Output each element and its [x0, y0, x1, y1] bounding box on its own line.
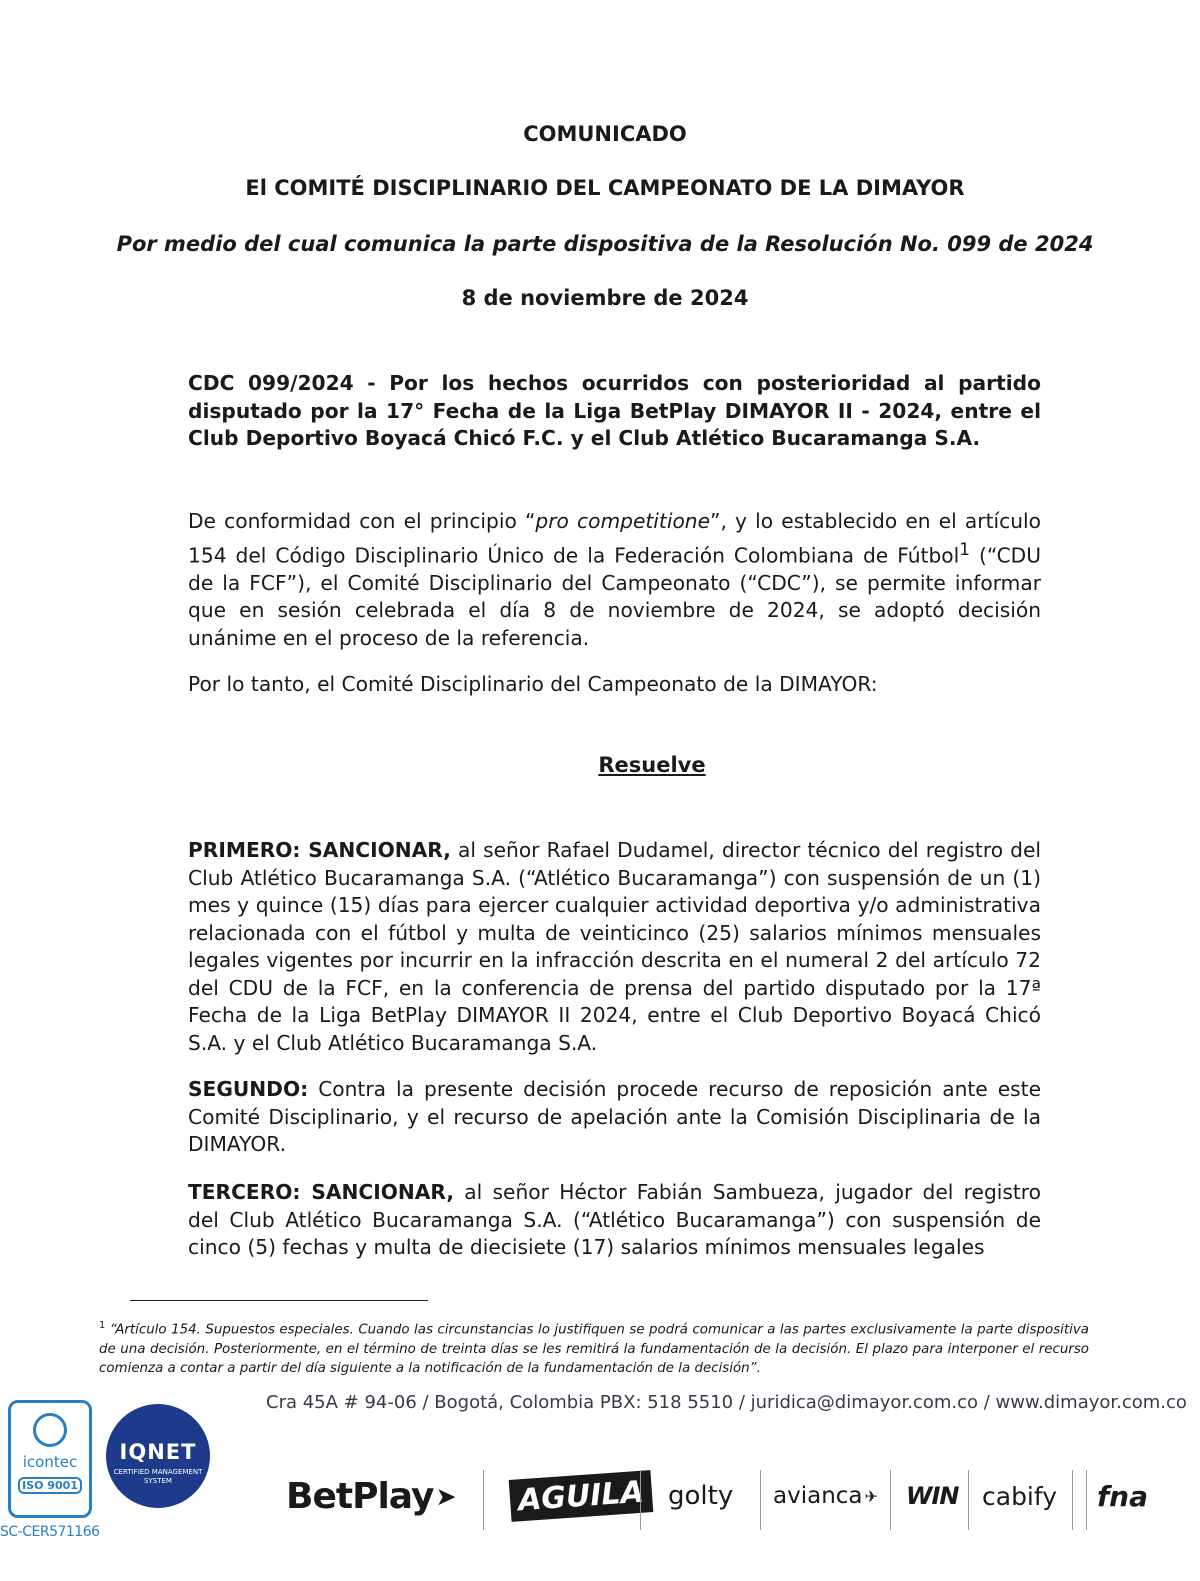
- resuelve-heading: Resuelve: [598, 753, 706, 777]
- sponsor-divider: [483, 1470, 484, 1530]
- resolution-segundo-label: SEGUNDO:: [188, 1077, 309, 1101]
- icontec-name: icontec: [22, 1453, 78, 1471]
- case-reference: CDC 099/2024 - Por los hechos ocurridos con posterioridad al partido disputado por la 17° Fecha de la Liga BetPlay DIMAYOR II - 2024, entre el Club Deportivo Boyacá Chicó F.C. y el Club Atlético Bucaramanga S.A.: [188, 371, 1041, 450]
- footnote-divider: [130, 1300, 428, 1301]
- intro-text-2: ”, y lo establecido en el artículo 154 del Código Disciplinario Único de la Federación Colombiana de Fútbol: [188, 509, 1041, 568]
- document-tagline: Por medio del cual comunica la parte dispositiva de la Resolución No. 099 de 2024: [116, 232, 1094, 256]
- certificate-code: SC-CER571166: [0, 1524, 100, 1540]
- sponsor-divider: [968, 1470, 969, 1530]
- icontec-ring-icon: [33, 1413, 67, 1447]
- resolution-tercero: [188, 1179, 1041, 1262]
- sponsor-betplay-logo: [286, 1470, 456, 1522]
- iqnet-sub: CERTIFIED MANAGEMENT SYSTEM: [113, 1468, 203, 1485]
- sponsor-cabify-logo: cabify: [982, 1481, 1058, 1511]
- sponsor-divider: [1086, 1470, 1087, 1530]
- footnote-text: “Artículo 154. Supuestos especiales. Cuando las circunstancias lo justifiquen se podrá comunicar a las partes exclusivamente la parte dispositiva de una decisión. Posteriormente, en el término de treinta días se les remitirá la fundamentación de la decisión. El plazo para interponer el recurso comienza a contar a partir del día siguiente a la notificación de la fundamentación de la decisión”.: [99, 1322, 1089, 1377]
- intro-text-1: De conformidad con el principio “: [188, 509, 536, 533]
- resolution-primero-label: PRIMERO: SANCIONAR,: [188, 838, 451, 862]
- resolution-tercero-text: al señor Héctor Fabián Sambueza, jugador del registro del Club Atlético Bucaramanga S.A. (“Atlético Bucaramanga”) con suspensión de cinco (5) fechas y multa de diecisiete (17) salarios mínimos mensuales legales: [188, 1180, 1042, 1259]
- document-subtitle: El COMITÉ DISCIPLINARIO DEL CAMPEONATO DE LA DIMAYOR: [245, 176, 965, 200]
- sponsor-divider: [760, 1470, 761, 1530]
- iqnet-badge: [106, 1404, 210, 1508]
- sponsor-divider: [890, 1470, 891, 1530]
- sponsor-divider: [640, 1470, 641, 1530]
- sponsor-betplay-text: BetPlay: [286, 1475, 434, 1517]
- avianca-bird-icon: ✈: [864, 1486, 879, 1506]
- resolution-tercero-label: TERCERO: SANCIONAR,: [188, 1180, 455, 1204]
- sponsor-fna-logo: fna: [1097, 1479, 1149, 1513]
- iqnet-name: IQNET: [119, 1440, 197, 1464]
- resolution-primero-text: al señor Rafael Dudamel, director técnico del registro del Club Atlético Bucaramanga S.A. (“Atlético Bucaramanga”) con suspensión de un (1) mes y quince (15) días para ejercer cualquier actividad deportiva y/o administrativa relacionada con el fútbol y multa de veinticinco (25) salarios mínimos mensuales legales vigentes por incurrir en la infracción descrita en el numeral 2 del artículo 72 del CDU de la FCF, en la conferencia de prensa del partido disputado por la 17ª Fecha de la Liga BetPlay DIMAYOR II 2024, entre el Club Deportivo Boyacá Chicó S.A. y el Club Atlético Bucaramanga S.A.: [188, 838, 1041, 1055]
- betplay-arrow-icon: ➤: [435, 1481, 456, 1511]
- footer-address: Cra 45A # 94-06 / Bogotá, Colombia PBX: 518 5510 / juridica@dimayor.com.co / www.dimayor.com.co: [266, 1392, 1187, 1413]
- resolution-segundo: [188, 1076, 1041, 1159]
- resolution-segundo-text: Contra la presente decisión procede recurso de reposición ante este Comité Disciplinario, y el recurso de apelación ante la Comisión Disciplinaria de la DIMAYOR.: [188, 1077, 1041, 1156]
- resolution-primero: [188, 837, 1041, 1057]
- icontec-badge: [8, 1400, 92, 1518]
- sponsor-avianca-text: avianca: [773, 1483, 863, 1509]
- icontec-iso: ISO 9001: [18, 1477, 82, 1494]
- intro-text-3: (“CDU de la FCF”), el Comité Disciplinario del Campeonato (“CDC”), se permite informar que en sesión celebrada el día 8 de noviembre de 2024, se adoptó decisión unánime en el proceso de la referencia.: [188, 543, 1042, 650]
- sponsor-win-logo: WIN: [906, 1482, 959, 1510]
- sponsor-golty-logo: golty: [668, 1481, 734, 1511]
- sponsor-divider: [1072, 1470, 1073, 1530]
- footnote: [99, 1316, 1089, 1379]
- document-date: 8 de noviembre de 2024: [461, 286, 749, 310]
- intro-paragraph: [188, 508, 1041, 652]
- therefore-paragraph: Por lo tanto, el Comité Disciplinario del Campeonato de la DIMAYOR:: [188, 672, 878, 696]
- intro-italic: pro competitione: [535, 509, 711, 533]
- footnote-number: 1: [99, 1320, 106, 1331]
- document-title: COMUNICADO: [523, 122, 687, 146]
- sponsor-avianca-logo: [773, 1470, 878, 1522]
- footnote-reference[interactable]: 1: [959, 538, 970, 559]
- sponsor-aguila-logo: AGUILA: [509, 1470, 653, 1522]
